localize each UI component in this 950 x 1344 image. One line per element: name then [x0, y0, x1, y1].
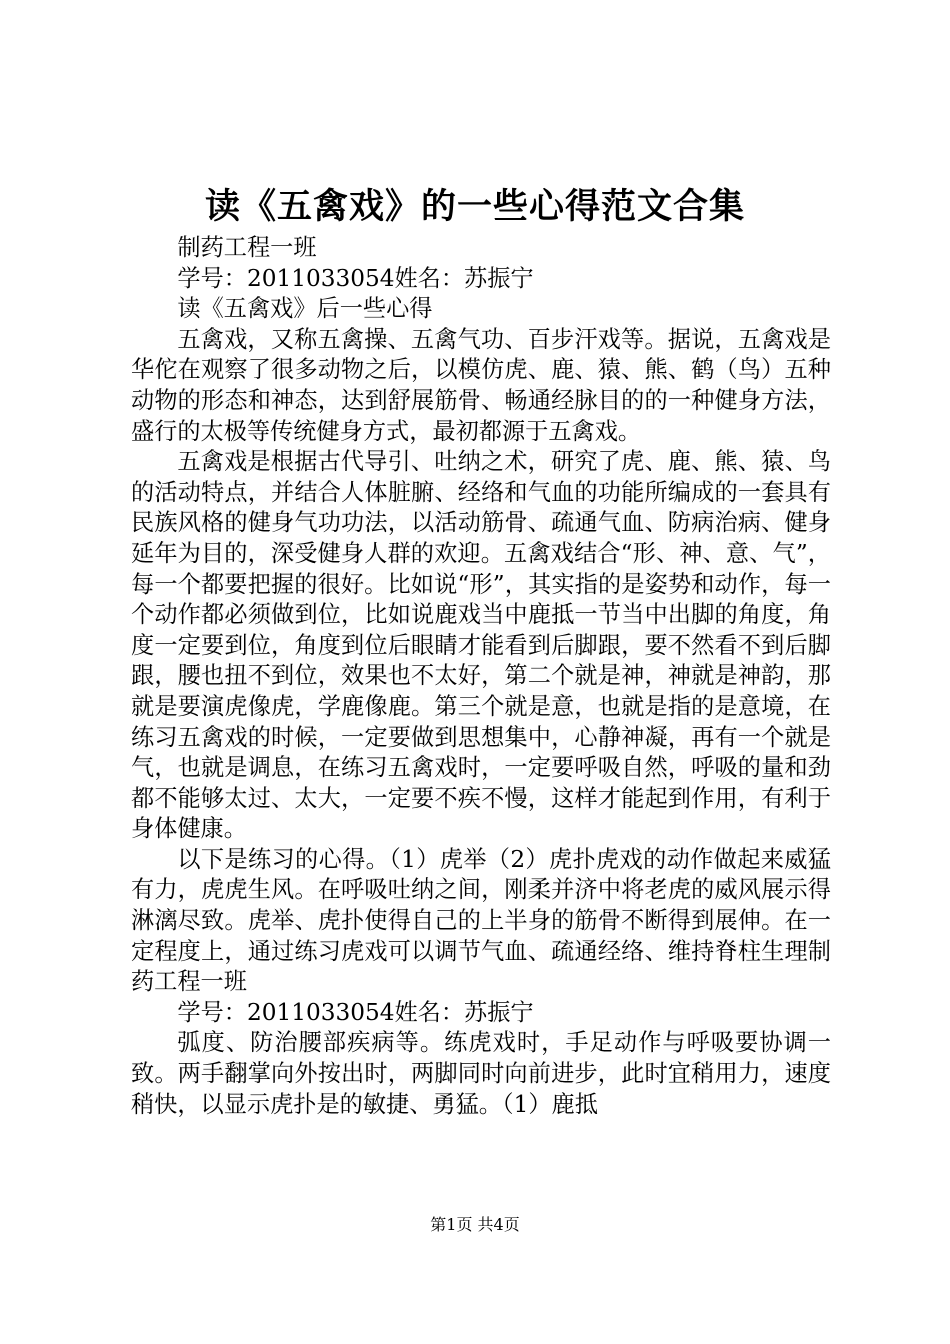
student-info-line: 学号：2011033054姓名：苏振宁 [177, 264, 534, 292]
document-body [131, 233, 831, 1120]
subtitle-line: 读《五禽戏》后一些心得 [177, 295, 433, 323]
page-number-footer: 第1页 共4页 [430, 1215, 520, 1234]
body-paragraph: 弧度、防治腰部疾病等。练虎戏时，手足动作与呼吸要协调一致。两手翻掌向外按出时，两脚同时向前进步，此时宜稍用力，速度稍快，以显示虎扑是的敏捷、勇猛。（1）鹿抵 [131, 1029, 831, 1118]
body-paragraph: 五禽戏是根据古代导引、吐纳之术，研究了虎、鹿、熊、猿、鸟的活动特点，并结合人体脏腑、经络和气血的功能所编成的一套具有民族风格的健身气功功法，以活动筋骨、疏通气血、防病治病、健身延年为目的，深受健身人群的欢迎。五禽戏结合“形、神、意、气”，每一个都要把握的很好。比如说“形”，其实指的是姿势和动作，每一个动作都必须做到位，比如说鹿戏当中鹿抵一节当中出脚的角度，角度一定要到位，角度到位后眼睛才能看到后脚跟，要不然看不到后脚跟，腰也扭不到位，效果也不太好，第二个就是神，神就是神韵，那就是要演虎像虎，学鹿像鹿。第三个就是意，也就是指的是意境，在练习五禽戏的时候，一定要做到思想集中，心静神凝，再有一个就是气，也就是调息，在练习五禽戏时，一定要呼吸自然，呼吸的量和劲都不能够太过、太大，一定要不疾不慢，这样才能起到作用，有利于身体健康。 [131, 448, 831, 843]
class-name-line: 制药工程一班 [177, 234, 317, 261]
document-title: 读《五禽戏》的一些心得范文合集 [204, 186, 745, 227]
student-info-line-repeat: 学号：2011033054姓名：苏振宁 [177, 998, 534, 1026]
body-paragraph: 以下是练习的心得。（1）虎举（2）虎扑虎戏的动作做起来威猛有力，虎虎生风。在呼吸吐纳之间，刚柔并济中将老虎的威风展示得淋漓尽致。虎举、虎扑使得自己的上半身的筋骨不断得到展伸。在一定程度上，通过练习虎戏可以调节气血、疏通经络、维持脊柱生理制药工程一班 [131, 845, 831, 996]
body-paragraph: 五禽戏，又称五禽操、五禽气功、百步汗戏等。据说，五禽戏是华佗在观察了很多动物之后，以模仿虎、鹿、猿、熊、鹤（鸟）五种动物的形态和神态，达到舒展筋骨、畅通经脉目的的一种健身方法，盛行的太极等传统健身方式，最初都源于五禽戏。 [131, 325, 831, 445]
